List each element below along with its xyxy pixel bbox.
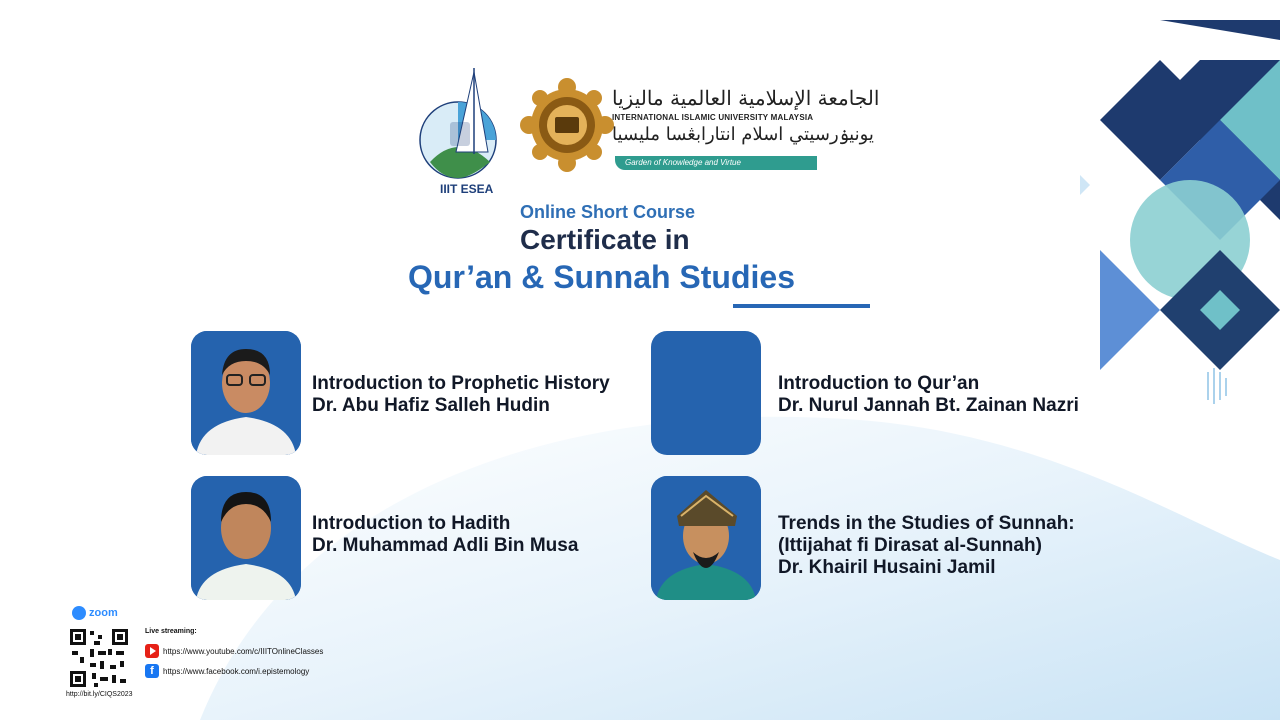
- live-streaming-label: Live streaming:: [145, 628, 197, 635]
- iiit-esea-label: IIIT ESEA: [440, 182, 494, 196]
- facebook-icon: f: [145, 664, 159, 678]
- course-title: Introduction to Prophetic History: [312, 373, 610, 394]
- iium-tagline: Garden of Knowledge and Virtue: [615, 156, 817, 170]
- course-title: Introduction to Hadith: [312, 513, 511, 534]
- course-entry-1: [312, 373, 610, 417]
- course-subtitle: Online Short Course: [520, 202, 696, 222]
- zoom-logo: zoom: [72, 606, 118, 620]
- course-title: Trends in the Studies of Sunnah:: [778, 513, 1075, 534]
- course-title: Introduction to Qur’an: [778, 373, 980, 394]
- lecturer-name: Dr. Nurul Jannah Bt. Zainan Nazri: [778, 395, 1079, 416]
- lecturer-photo-1: [191, 331, 301, 455]
- zoom-icon: [72, 606, 86, 620]
- lecturer-photo-3: [191, 476, 301, 600]
- iium-jawi-name: يونيۏرسيتي اسلام انتارابڠسا مليسيا: [612, 124, 874, 145]
- title-underline: [733, 304, 870, 308]
- iium-arabic-name: الجامعة الإسلامية العالمية ماليزيا: [612, 86, 880, 110]
- course-subtitle-arabic: (Ittijahat fi Dirasat al-Sunnah): [778, 535, 1042, 556]
- person-avatar-icon: [191, 331, 301, 455]
- person-avatar-icon: [191, 476, 301, 600]
- lecturer-name: Dr. Abu Hafiz Salleh Hudin: [312, 395, 550, 416]
- facebook-link-row[interactable]: [145, 664, 309, 678]
- lecturer-name: Dr. Muhammad Adli Bin Musa: [312, 535, 579, 556]
- course-entry-2: [778, 373, 1079, 417]
- lecturer-photo-4: [651, 476, 761, 600]
- youtube-url[interactable]: https://www.youtube.com/c/IIITOnlineClasses: [163, 646, 324, 656]
- page-title-line1: Certificate in: [520, 224, 690, 255]
- qr-short-url[interactable]: http://bit.ly/CIQS2023: [66, 691, 133, 698]
- geometric-decoration: [1080, 0, 1280, 420]
- lecturer-photo-placeholder-2: [651, 331, 761, 455]
- qr-code[interactable]: [68, 627, 130, 689]
- iium-english-name: INTERNATIONAL ISLAMIC UNIVERSITY MALAYSIA: [612, 113, 814, 122]
- page-title-line2: Qur’an & Sunnah Studies: [408, 259, 795, 295]
- lecturer-name: Dr. Khairil Husaini Jamil: [778, 557, 996, 578]
- person-avatar-icon: [651, 476, 761, 600]
- course-entry-4: [778, 513, 1075, 579]
- facebook-url[interactable]: https://www.facebook.com/i.epistemology: [163, 666, 310, 676]
- youtube-icon: [145, 644, 159, 658]
- iiit-logo: [420, 68, 496, 178]
- iium-logo: [520, 78, 614, 172]
- youtube-link-row[interactable]: [145, 644, 323, 658]
- course-entry-3: [312, 513, 578, 557]
